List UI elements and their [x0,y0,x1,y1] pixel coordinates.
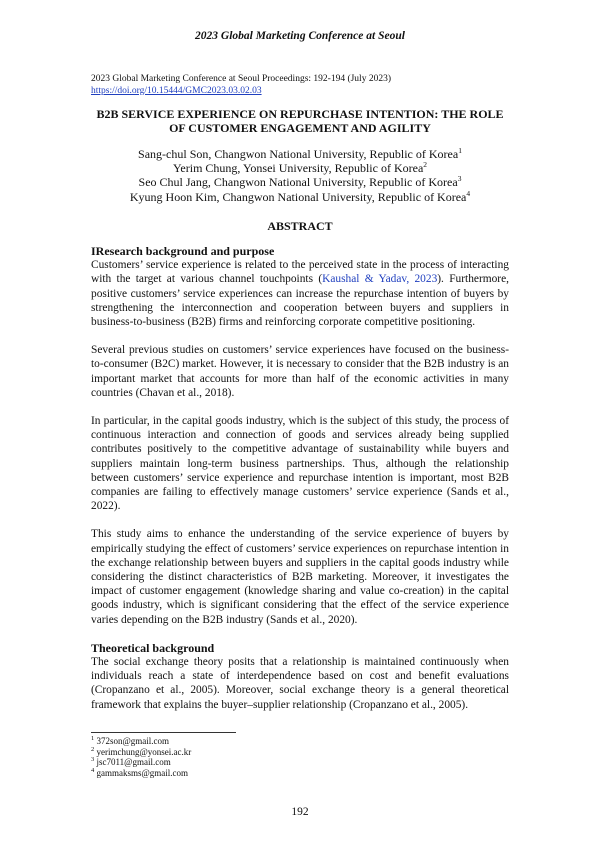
author-line: Yerim Chung, Yonsei University, Republic of Korea$^2$ [172,160,428,176]
proceedings-line: 2023 Global Marketing Conference at Seoul Proceedings: 192-194 (July 2023) [91,74,391,84]
footnotes [91,736,191,778]
paragraph: This study aims to enhance the understanding of the service experience of buyers by empirically studying the effect of customers’ service experiences on repurchase intention in the exchange relationship between buyers and suppliers in the capital goods industry while considering the distinct characteristics of B2B marketing. Moreover, it investigates the impact of customer engagement (knowledge sharing and value co-creation) in the capital goods industry, which is significant considering that the effect of the service experience varies depending on the B2B industry (Sands et al., 2020). [91,528,509,626]
author-footnote-ref[interactable]: 1 [458,146,462,155]
abstract-heading: ABSTRACT [267,219,333,233]
section-heading: Theoretical background [91,640,215,655]
paper-title [91,107,509,135]
paragraph: Customers’ service experience is related to the perceived state in the process of interacting with the target at various channel touchpoints (Kaushal & Yadav, 2023). Furthermore, positive customers’ service experiences can increase the repurchase intention of buyers by strengthening the interconnection and cooperation between buyers and suppliers in business-to-business (B2B) firms and reinforcing corporate competitive positioning. [91,259,509,329]
footnote: $^1$ 372son@gmail.com [91,735,170,746]
running-head: 2023 Global Marketing Conference at Seoul [195,30,405,42]
paragraph: In particular, in the capital goods industry, which is the subject of this study, the process of continuous interaction and connection of goods and services already being supplied contributes positively to the competitive advantage of sustainability while buyers and suppliers maintain long-term business partnerships. Thus, although the relationship between customers’ service experience and repurchase intention is important, most B2B companies are failing to effectively manage customers’ service experience (Sands et al., 2022). [91,415,509,513]
citation-link[interactable]: Kaushal & Yadav, 2023 [322,273,438,286]
author-footnote-ref[interactable]: 2 [423,160,428,170]
title-line-2: OF CUSTOMER ENGAGEMENT AND AGILITY [169,121,431,135]
paragraph: The social exchange theory posits that a relationship is maintained continuously when individuals reach a state of interdependence based on cost and benefit evaluations (Cropanzano et al., 2005). Moreover, social exchange theory is a general theoretical framework that explains the buyer–supplier relationship (Cropanzano et al., 2005). [91,656,509,711]
author-line: Kyung Hoon Kim, Changwon National University, Republic of Korea$^4$ [129,188,471,204]
footnote-email[interactable]: gammaksms@gmail.com [96,767,189,778]
author-list [91,147,509,204]
abstract-body [91,244,509,712]
footnote: $^3$ jsc7011@gmail.com [91,756,171,767]
footnote-divider [91,732,236,733]
author-footnote-ref[interactable]: 3 [457,174,462,184]
footnote-email[interactable]: jsc7011@gmail.com [96,757,171,767]
footnote: $^2$ yerimchung@yonsei.ac.kr [91,745,192,757]
paragraph: Several previous studies on customers’ service experiences have focused on the business-to-consumer (B2C) market. However, it is necessary to consider that the B2B industry is an important market that accounts for more than half of the economic activities in many countries (Chavan et al., 2018). [91,344,509,399]
doi-link[interactable]: https://doi.org/10.15444/GMC2023.03.02.03 [91,86,262,96]
footnote-email[interactable]: yerimchung@yonsei.ac.kr [96,746,192,757]
author-footnote-ref[interactable]: 4 [466,188,471,198]
footnote-email[interactable]: 372son@gmail.com [96,736,170,746]
title-line-1: B2B SERVICE EXPERIENCE ON REPURCHASE INTENTION: THE ROLE [96,107,504,121]
author-line: Sang-chul Son, Changwon National University, Republic of Korea$^1$ [138,146,462,161]
section-heading: IResearch background and purpose [91,244,275,258]
page-number: 192 [291,806,309,818]
proceedings-info [91,73,391,97]
footnote: $^4$ gammaksms@gmail.com [91,766,189,778]
author-line: Seo Chul Jang, Changwon National University, Republic of Korea$^3$ [138,174,462,190]
